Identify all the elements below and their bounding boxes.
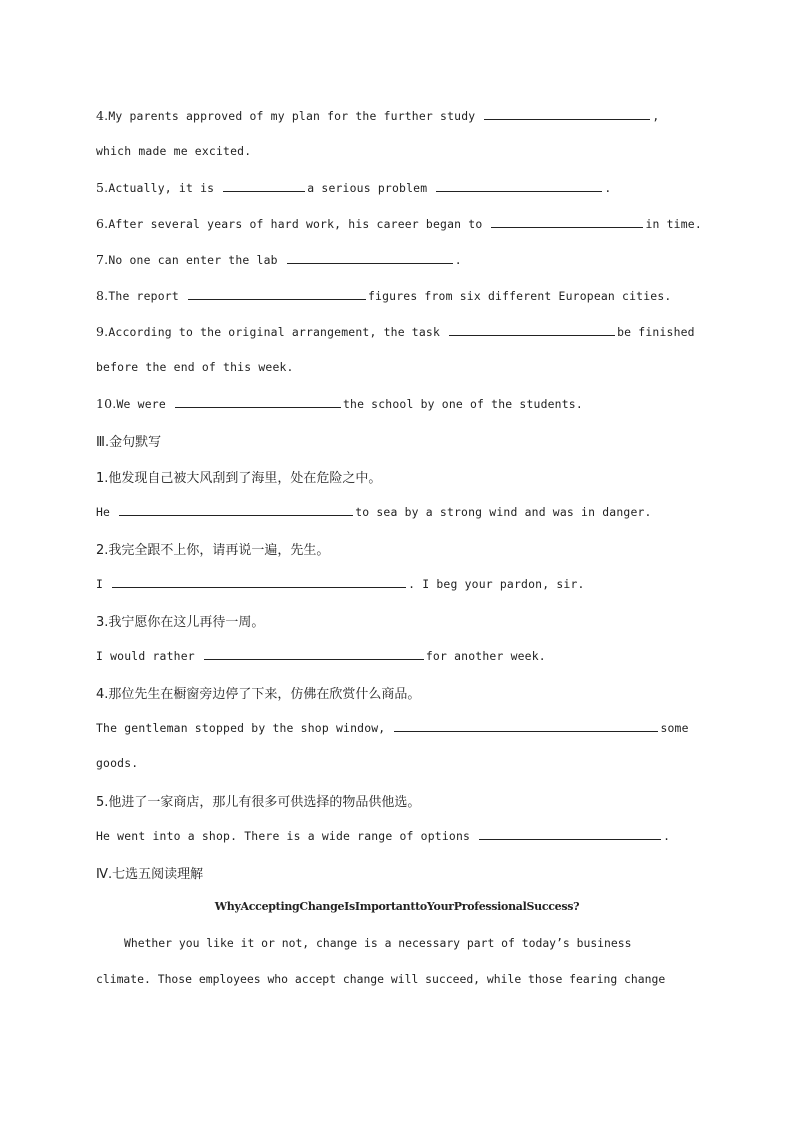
question-7: 7.No one can enter the lab . [96, 252, 462, 267]
answer-blank[interactable] [287, 252, 453, 264]
answer-blank[interactable] [204, 648, 424, 660]
answer-blank[interactable] [484, 108, 650, 120]
answer-blank[interactable] [175, 396, 341, 408]
answer-blank[interactable] [491, 216, 643, 228]
question-4-continued: which made me excited. [96, 144, 252, 158]
passage-title: WhyAcceptingChangeIsImportanttoYourProfessionalSuccess? [214, 900, 580, 913]
sentence-2: I . I beg your pardon, sir. [96, 577, 585, 591]
answer-blank[interactable] [188, 288, 366, 300]
answer-blank[interactable] [436, 180, 602, 192]
question-number: 4. [96, 108, 109, 123]
passage-line: Whether you like it or not, change is a necessary part of today’s business [124, 936, 632, 950]
question-9-continued: before the end of this week. [96, 360, 294, 374]
sentence-5: He went into a shop. There is a wide range of options . [96, 829, 671, 843]
sentence-5-chinese: 5.他进了一家商店，那儿有很多可供选择的物品供他选。 [96, 795, 421, 810]
question-4: 4.My parents approved of my plan for the further study , [96, 108, 660, 123]
sentence-3-chinese: 3.我宁愿你在这儿再待一周。 [96, 615, 265, 630]
answer-blank[interactable] [449, 324, 615, 336]
question-5: 5.Actually, it is a serious problem . [96, 180, 612, 195]
question-10: 10.We were the school by one of the students. [96, 396, 583, 411]
section-heading: Ⅲ.金句默写 [96, 435, 162, 450]
passage-line: climate. Those employees who accept change will succeed, while those fearing change [96, 972, 666, 986]
sentence-4-continued: goods. [96, 756, 139, 770]
sentence-1-chinese: 1.他发现自己被大风刮到了海里，处在危险之中。 [96, 471, 382, 486]
answer-blank[interactable] [223, 180, 305, 192]
section-heading: Ⅳ.七选五阅读理解 [96, 867, 204, 882]
answer-blank[interactable] [112, 576, 406, 588]
sentence-2-chinese: 2.我完全跟不上你，请再说一遍，先生。 [96, 543, 330, 558]
answer-blank[interactable] [394, 720, 658, 732]
question-6: 6.After several years of hard work, his career began to in time. [96, 216, 702, 231]
sentence-3: I would rather for another week. [96, 649, 546, 663]
question-9: 9.According to the original arrangement, the task be finished [96, 324, 695, 339]
sentence-4-chinese: 4.那位先生在橱窗旁边停了下来，仿佛在欣赏什么商品。 [96, 687, 421, 702]
question-8: 8.The report figures from six different European cities. [96, 288, 672, 303]
sentence-4: The gentleman stopped by the shop window, some [96, 721, 689, 735]
sentence-1: He to sea by a strong wind and was in danger. [96, 505, 652, 519]
answer-blank[interactable] [119, 504, 353, 516]
answer-blank[interactable] [479, 828, 661, 840]
